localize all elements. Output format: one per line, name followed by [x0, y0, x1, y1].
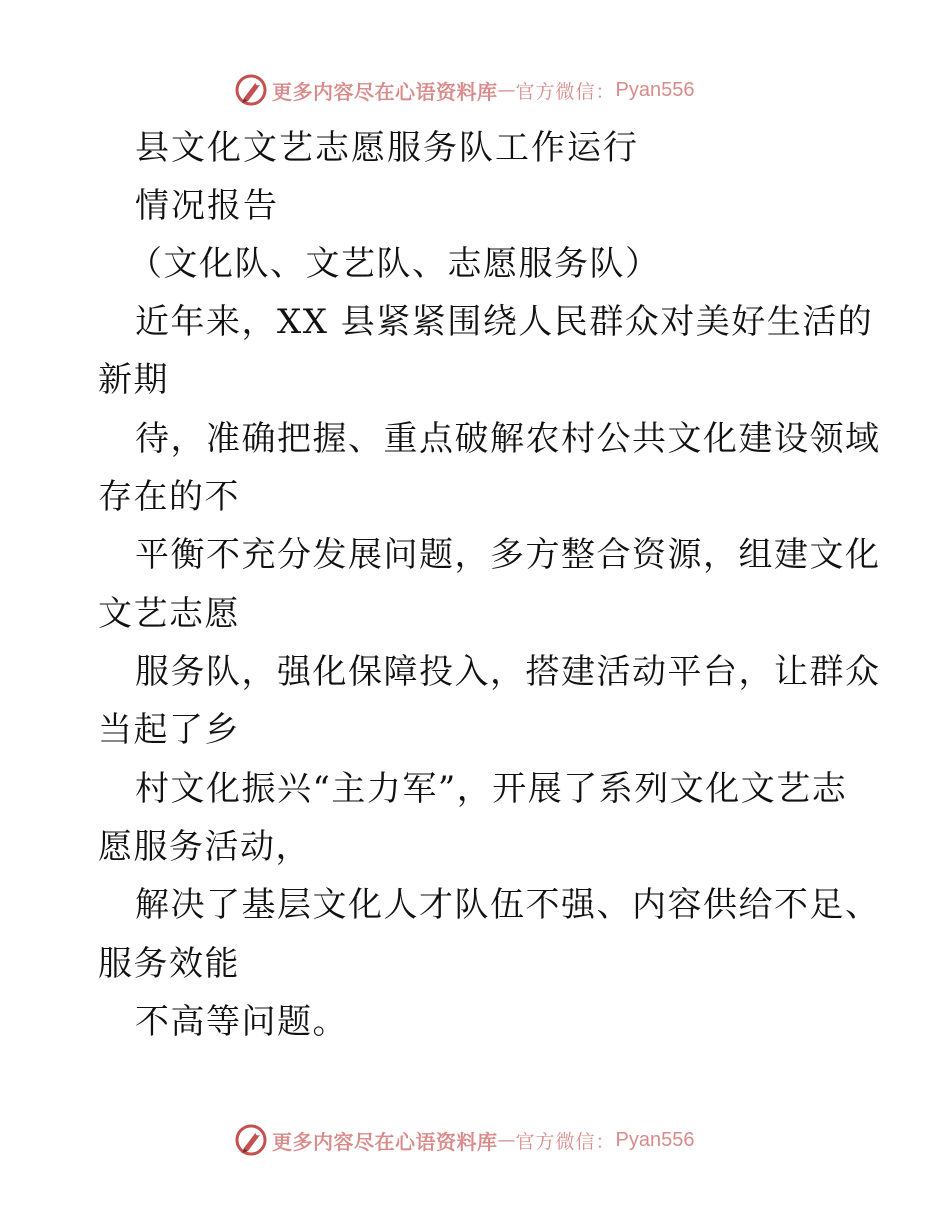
body-line: 解决了基层文化人才队伍不强、内容供给不足、	[135, 885, 881, 925]
banner-wechat-id: Pyan556	[615, 78, 695, 101]
body-line: 愿服务活动，	[98, 827, 311, 867]
document-title-line-2: 情况报告	[135, 186, 279, 226]
body-line: 文艺志愿	[98, 594, 240, 634]
banner-main-text: 更多内容尽在心语资料库	[272, 79, 498, 104]
document-title-line-1: 县文化文艺志愿服务队工作运行	[135, 128, 639, 168]
body-line: 近年来，XX 县紧紧围绕人民群众对美好生活的	[135, 302, 874, 342]
body-line: 服务效能	[98, 944, 240, 984]
banner-wechat-label: 官方微信：	[515, 1130, 616, 1153]
body-line: 存在的不	[98, 477, 240, 517]
header-watermark-banner	[234, 72, 694, 108]
body-line: 待，准确把握、重点破解农村公共文化建设领域	[135, 419, 881, 459]
banner-wechat-id: Pyan556	[615, 1128, 695, 1151]
footer-watermark-banner	[234, 1122, 694, 1158]
body-line: 新期	[98, 360, 169, 400]
pen-logo-icon	[234, 1123, 268, 1157]
banner-main-text: 更多内容尽在心语资料库	[272, 1129, 498, 1154]
body-line: 服务队，强化保障投入，搭建活动平台，让群众	[135, 652, 881, 692]
banner-dash: —	[497, 79, 516, 101]
pen-logo-icon	[234, 73, 268, 107]
body-line: 不高等问题。	[135, 1002, 348, 1042]
body-line: 村文化振兴“主力军”，开展了系列文化文艺志	[135, 769, 848, 809]
document-subtitle: （文化队、文艺队、志愿服务队）	[128, 244, 661, 284]
banner-dash: —	[497, 1129, 516, 1151]
body-line: 平衡不充分发展问题，多方整合资源，组建文化	[135, 535, 881, 575]
banner-wechat-label: 官方微信：	[515, 80, 616, 103]
body-line: 当起了乡	[98, 710, 240, 750]
